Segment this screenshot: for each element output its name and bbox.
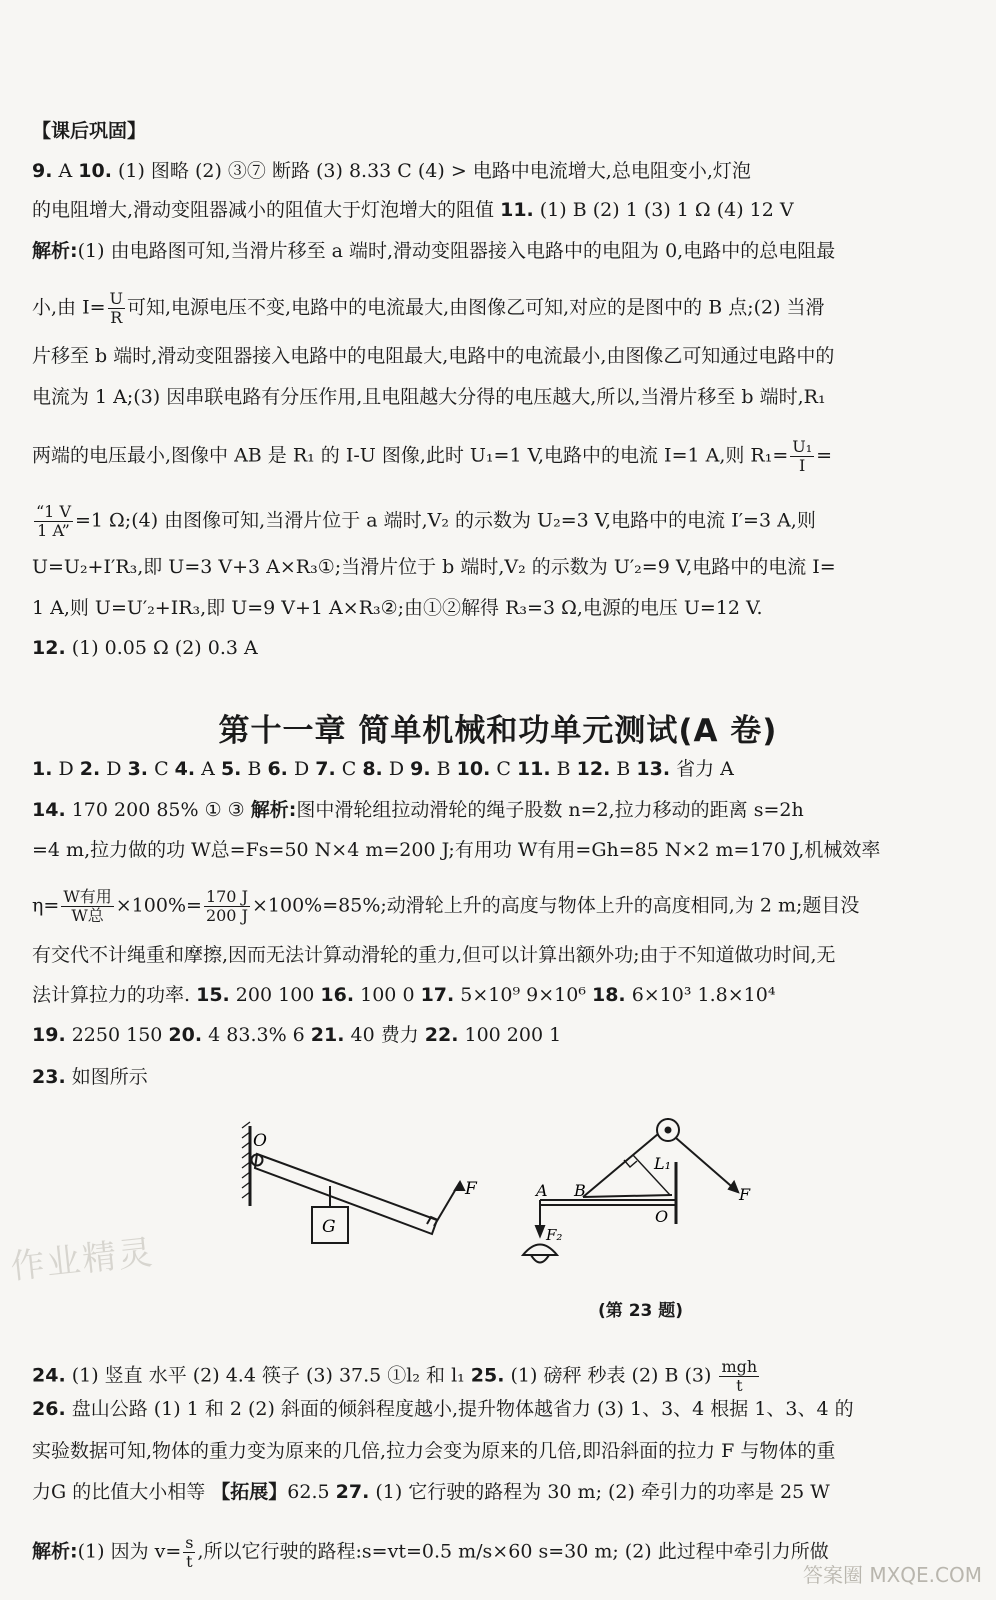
- label-b: B: [574, 1181, 586, 1200]
- fraction: $\frac{U}{R}$: [109, 289, 123, 327]
- answer-item: 5. B: [220, 758, 262, 780]
- text-line: 的电阻增大,滑动变阻器减小的阻值大于灯泡增大的阻值 11. (1) B (2) 1 (3) 1 Ω (4) 12 V: [32, 199, 794, 221]
- text-line: 力G 的比值大小相等 【拓展】62.5 27. (1) 它行驶的路程为 30 m; (2) 牵引力的功率是 25 W: [32, 1481, 830, 1503]
- label-f2: F₂: [546, 1226, 563, 1244]
- text-line: 解析:(1) 由电路图可知,当滑片移至 a 端时,滑动变阻器接入电路中的电阻为 0,电路中的总电阻最: [32, 240, 836, 262]
- answer-item: 13. 省力 A: [636, 758, 734, 780]
- text-line: 12. (1) 0.05 Ω (2) 0.3 A: [32, 637, 258, 659]
- answer-item: 9. B: [410, 758, 451, 780]
- fraction: $\frac{s}{t}$: [185, 1533, 194, 1571]
- text-line: 1 A,则 U=U′₂+IR₃,即 U=9 V+1 A×R₃②;由①②解得 R₃=3 Ω,电源的电压 U=12 V.: [32, 597, 763, 619]
- text-line: η= $\frac{\text{W有用}}{\text{W总}}$ ×100%= $\frac{170 J}{200 J}$ ×100%=85%;动滑轮上升的高度与物体上升的高度相同,为 2 m;题目没: [32, 887, 860, 925]
- answer-item: 6. D: [267, 758, 310, 780]
- figure-caption: (第 23 题): [598, 1301, 684, 1321]
- text-line: 小,由 I= $\frac{U}{R}$ 可知,电源电压不变,电路中的电流最大,由图像乙可知,对应的是图中的 B 点;(2) 当滑: [32, 289, 825, 327]
- text-line: 解析:(1) 因为 v= $\frac{s}{t}$ ,所以它行驶的路程:s=vt=0.5 m/s×60 s=30 m; (2) 此过程中牵引力所做: [32, 1533, 829, 1571]
- label-a: A: [536, 1181, 548, 1200]
- answer-item: 10. C: [456, 758, 511, 780]
- text-line: 9. A 10. (1) 图略 (2) ③⑦ 断路 (3) 8.33 C (4) > 电路中电流增大,总电阻变小,灯泡: [32, 160, 751, 182]
- fraction: $\frac{\text{U₁}}{I}$: [792, 437, 813, 475]
- text-line: =4 m,拉力做的功 W总=Fs=50 N×4 m=200 J;有用功 W有用=Gh=85 N×2 m=170 J,机械效率: [32, 839, 881, 861]
- answer-item: 4. A: [174, 758, 215, 780]
- text-line: 19. 2250 150 20. 4 83.3% 6 21. 40 费力 22. 100 200 1: [32, 1024, 562, 1046]
- label-o: O: [253, 1131, 267, 1151]
- text-line: 电流为 1 A;(3) 因串联电路有分压作用,且电阻越大分得的电压越大,所以,当滑片移至 b 端时,R₁: [32, 386, 826, 408]
- text-line: 有交代不计绳重和摩擦,因而无法计算动滑轮的重力,但可以计算出额外功;由于不知道做功时间,无: [32, 944, 836, 966]
- fraction: $\frac{\text{mgh}}{t}$: [721, 1357, 758, 1395]
- text-line: 片移至 b 端时,滑动变阻器接入电路中的电阻最大,电路中的电流最小,由图像乙可知通过电路中的: [32, 345, 835, 367]
- text-line: 14. 170 200 85% ① ③ 解析:图中滑轮组拉动滑轮的绳子股数 n=2,拉力移动的距离 s=2h: [32, 799, 804, 821]
- text-line: 26. 盘山公路 (1) 1 和 2 (2) 斜面的倾斜程度越小,提升物体越省力 (3) 1、3、4 根据 1、3、4 的: [32, 1398, 854, 1420]
- text-line: 法计算拉力的功率. 15. 200 100 16. 100 0 17. 5×10⁹ 9×10⁶ 18. 6×10³ 1.8×10⁴: [32, 984, 776, 1006]
- text-line: 两端的电压最小,图像中 AB 是 R₁ 的 I-U 图像,此时 U₁=1 V,电路中的电流 I=1 A,则 R₁= $\frac{\text{U₁}}{I}$ =: [32, 437, 833, 475]
- label-f-right: F: [739, 1185, 751, 1204]
- label-g: G: [322, 1217, 336, 1237]
- text-line: $\frac{“1 V}{1 A”}$ =1 Ω;(4) 由图像可知,当滑片位于 a 端时,V₂ 的示数为 U₂=3 V,电路中的电流 I′=3 A,则: [36, 502, 816, 540]
- fraction: $\frac{\text{W有用}}{\text{W总}}$: [63, 887, 112, 925]
- answer-item: 2. D: [79, 758, 122, 780]
- answer-item: 7. C: [315, 758, 357, 780]
- chapter-title: 第十一章 简单机械和功单元测试(A 卷): [218, 713, 778, 749]
- text-line: U=U₂+I′R₃,即 U=3 V+3 A×R₃①;当滑片位于 b 端时,V₂ 的示数为 U′₂=9 V,电路中的电流 I=: [32, 556, 836, 578]
- answers-line: [32, 758, 982, 780]
- text-line: 24. (1) 竖直 水平 (2) 4.4 筷子 (3) 37.5 ①l₂ 和 l₁ 25. (1) 磅秤 秒表 (2) B (3) $\frac{\text{mgh}}{t}$: [32, 1357, 758, 1395]
- text-line: 23. 如图所示: [32, 1066, 148, 1088]
- watermark: 作业精灵: [8, 1232, 157, 1288]
- answer-item: 11. B: [516, 758, 571, 780]
- answer-item: 12. B: [576, 758, 631, 780]
- corner-watermark: 答案圈 MXQE.COM: [802, 1563, 982, 1587]
- section-header: 【课后巩固】: [32, 120, 147, 142]
- answer-item: 1. D: [32, 758, 74, 780]
- text-line: 实验数据可知,物体的重力变为原来的几倍,拉力会变为原来的几倍,即沿斜面的拉力 F 与物体的重: [32, 1440, 836, 1462]
- fraction: $\frac{“1 V}{1 A”}$: [36, 502, 71, 540]
- lever-diagram: [242, 1122, 464, 1243]
- answer-item: 3. C: [127, 758, 169, 780]
- label-l1: L₁: [654, 1154, 672, 1173]
- answer-item: 8. D: [362, 758, 405, 780]
- fraction: $\frac{170 J}{200 J}$: [205, 887, 248, 925]
- label-f: F: [465, 1179, 477, 1199]
- label-o-right: O: [655, 1207, 669, 1226]
